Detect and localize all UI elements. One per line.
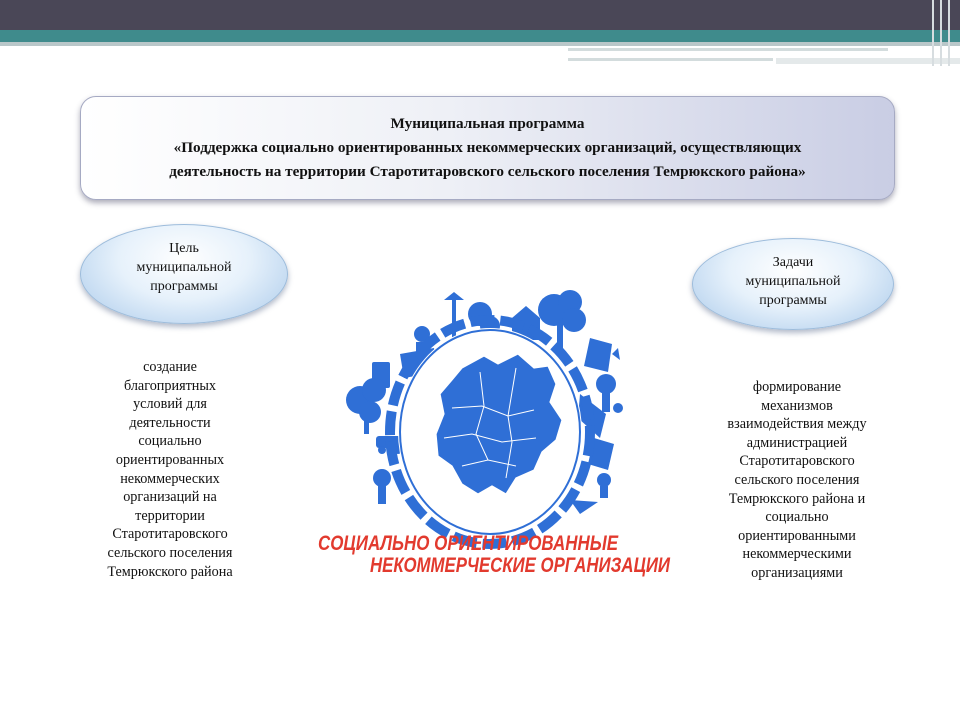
- tasks-label-line: Задачи: [772, 254, 814, 270]
- tasks-text-line: администрацией: [746, 434, 848, 451]
- goal-text-line: сельского поселения: [107, 544, 233, 561]
- goal-label-line: муниципальной: [136, 259, 232, 275]
- program-title-box: [80, 96, 895, 200]
- goal-text-line: благоприятных: [123, 377, 217, 394]
- decor-line: [568, 48, 888, 51]
- tasks-label-line: программы: [759, 292, 827, 308]
- tasks-label-line: муниципальной: [745, 273, 841, 289]
- top-bar: [0, 0, 960, 30]
- teal-band: [0, 30, 960, 42]
- tasks-text-line: механизмов: [761, 397, 833, 414]
- goal-text-line: ориентированных: [115, 451, 225, 468]
- program-title-line: Муниципальная программа: [390, 115, 585, 132]
- goal-text-line: создание: [143, 359, 197, 375]
- tasks-text-line: Старотитаровского: [739, 453, 855, 470]
- goal-text: [84, 358, 256, 581]
- goal-text-line: организаций на: [123, 489, 217, 506]
- tasks-text-line: формирование: [752, 379, 842, 395]
- tasks-oval: [692, 238, 894, 330]
- goal-text-line: Темрюкского района: [107, 563, 233, 580]
- decor-line: [568, 58, 773, 61]
- tasks-text-line: Темрюкского района и: [728, 490, 866, 507]
- tasks-text-line: взаимодействия между: [727, 416, 867, 433]
- sono-logo: [312, 288, 672, 578]
- program-title-line: «Поддержка социально ориентированных некоммерческих организаций, осуществляющих: [173, 139, 802, 156]
- program-title-line: деятельность на территории Старотитаровского сельского поселения Темрюкского района»: [169, 163, 806, 180]
- logo-text-line2: НЕКОММЕРЧЕСКИЕ ОРГАНИЗАЦИИ: [370, 554, 671, 577]
- goal-text-line: социально: [138, 433, 202, 450]
- tasks-text-line: ориентированными: [738, 527, 856, 544]
- tasks-text-line: социально: [765, 509, 829, 526]
- goal-text-line: условий для: [133, 396, 207, 413]
- goal-text-line: Старотитаровского: [112, 526, 228, 543]
- logo-text-line1: СОЦИАЛЬНО ОРИЕНТИРОВАННЫЕ: [318, 532, 619, 555]
- goal-text-line: территории: [135, 507, 205, 524]
- goal-label-line: Цель: [169, 240, 199, 256]
- goal-label-line: программы: [150, 278, 218, 294]
- tasks-text-line: сельского поселения: [734, 471, 860, 488]
- goal-text-line: деятельности: [129, 414, 211, 431]
- globe-map-icon: [312, 288, 672, 578]
- tasks-text: [700, 378, 894, 583]
- tasks-text-line: организациями: [751, 564, 843, 581]
- grey-band: [0, 42, 960, 46]
- goal-oval: [80, 224, 288, 324]
- decor-bars: [928, 0, 960, 66]
- goal-text-line: некоммерческих: [120, 470, 220, 487]
- tasks-text-line: некоммерческими: [742, 546, 852, 563]
